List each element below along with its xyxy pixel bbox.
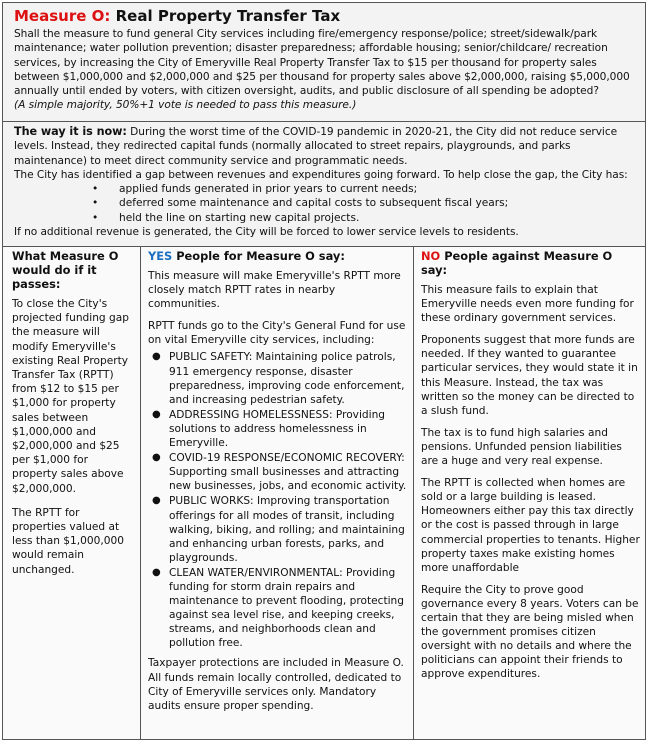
measure-name: Real Property Transfer Tax <box>115 7 341 25</box>
bullet-icon: • <box>92 197 99 210</box>
yes-tag: YES <box>148 249 173 263</box>
list-item: ● PUBLIC WORKS: Improving transportation offerings for all modes of transit, including walking, biking, and rolling; and maintaining and enhancing urban forests, parks, and playgrounds. <box>152 495 405 564</box>
bullet-icon: ● <box>152 566 161 578</box>
measure-label: Measure O: <box>14 7 111 25</box>
no-paragraph-2: Proponents suggest that more funds are needed. If they wanted to guarantee particular services, they would state it in this Measure. Instead, the tax was written so the money can be directed to a slush fund. <box>421 334 638 417</box>
list-item: ● PUBLIC SAFETY: Maintaining police patrols, 911 emergency response, disaster preparedness, improving code enforcement, and increasing pedestrian safety. <box>152 351 405 406</box>
bullet-icon: • <box>92 183 99 196</box>
ballot-question: Shall the measure to fund general City services including fire/emergency response/police; street/sidewalk/park maintenance; water pollution prevention; disaster preparedness; affordable housing; senior/childcare/ recreation services, by increasing the City of Emeryville Real Property Transfer Tax to $15 per thousand for property sales between $1,000,000 and $2,000,000 and $25 per thousand for property sales above $2,000,000, raising $5,000,000 annually until ended by voters, with citizen oversight, audits, and public disclosure of all spending be adopted? <box>14 28 630 98</box>
current-situation-box <box>2 121 646 247</box>
yes-paragraph-2: RPTT funds go to the City's General Fund for use on vital Emeryville city services, including: <box>148 320 406 347</box>
measure-title <box>14 8 637 24</box>
what-paragraph-2: The RPTT for properties valued at less than $1,000,000 would remain unchanged. <box>12 506 124 576</box>
current-heading: The way it is now: <box>14 125 127 138</box>
yes-heading: YES People for Measure O say: <box>148 249 345 263</box>
bullet-icon: ● <box>152 495 161 507</box>
no-tag: NO <box>421 249 441 263</box>
what-it-would-do-column <box>3 247 141 739</box>
bullet-icon: ● <box>152 452 161 464</box>
bullet-icon: ● <box>152 351 161 363</box>
bullet-icon: ● <box>152 408 161 420</box>
no-paragraph-5: Require the City to prove good governance every 8 years. Voters can be certain that they are being misled when the government promises citizen oversight with no details and where the politicians can appoint their friends to approve expenditures. <box>421 583 639 681</box>
yes-paragraph-1: This measure will make Emeryville's RPTT more closely match RPTT rates in nearby communities. <box>148 270 401 311</box>
no-paragraph-4: The RPTT is collected when homes are sold or a large building is leased. Homeowners either pay this tax directly or the cost is passed through in large commercial properties to tenants. Higher property taxes make existing homes more unaffordable <box>421 477 640 574</box>
yes-services-list <box>148 350 407 650</box>
current-bullet-list <box>14 182 637 225</box>
list-item: ● COVID-19 RESPONSE/ECONOMIC RECOVERY: Supporting small businesses and attracting new businesses, jobs, and economic activity. <box>152 452 407 493</box>
current-paragraph-3: If no additional revenue is generated, the City will be forced to lower service levels to residents. <box>14 226 519 239</box>
arguments-table <box>2 246 646 740</box>
no-paragraph-3: The tax is to fund high salaries and pensions. Unfunded pension liabilities are a huge and very real expense. <box>421 426 622 468</box>
list-item: • held the line on starting new capital projects. <box>92 211 360 224</box>
what-paragraph-1: To close the City's projected funding gap the measure will modify Emeryville's existing Real Property Transfer Tax (RPTT) from $12 to $15 per $1,000 for property sales between $1,000,000 and $2,000,000 and $25 per $1,000 for property sales above $2,000,000. <box>12 298 129 495</box>
bullet-icon: • <box>92 211 99 224</box>
no-heading: NO People against Measure O say: <box>421 249 613 277</box>
list-item: • deferred some maintenance and capital costs to subsequent fiscal years; <box>92 197 509 210</box>
vote-requirement-note: (A simple majority, 50%+1 vote is needed to pass this measure.) <box>14 99 357 112</box>
yes-paragraph-3: Taxpayer protections are included in Measure O. All funds remain locally controlled, dedicated to City of Emeryville services only. Mandatory audits ensure proper spending. <box>148 657 404 712</box>
no-paragraph-1: This measure fails to explain that Emeryville needs even more funding for these ordinary government services. <box>421 284 634 325</box>
current-paragraph-1: During the worst time of the COVID-19 pandemic in 2020-21, the City did not reduce service levels. Instead, they redirected capital funds (normally allocated to street repairs, playgrounds, and parks maintenance) to meet direct community service and programmatic needs. <box>14 126 618 167</box>
current-paragraph-2: The City has identified a gap between revenues and expenditures going forward. To help close the gap, the City has: <box>14 168 628 181</box>
list-item: ● ADDRESSING HOMELESSNESS: Providing solutions to address homelessness in Emeryville. <box>152 408 386 450</box>
no-argument-column <box>414 247 645 739</box>
what-heading: What Measure O would do if it passes: <box>12 249 119 291</box>
yes-argument-column <box>141 247 414 739</box>
list-item: • applied funds generated in prior years to current needs; <box>92 183 418 196</box>
measure-summary-box <box>2 2 646 122</box>
list-item: ● CLEAN WATER/ENVIRONMENTAL: Providing funding for storm drain repairs and maintenance to prevent flooding, protecting against sea level rise, and keeping creeks, streams, and neighborhoods clean and pollution free. <box>152 566 404 650</box>
